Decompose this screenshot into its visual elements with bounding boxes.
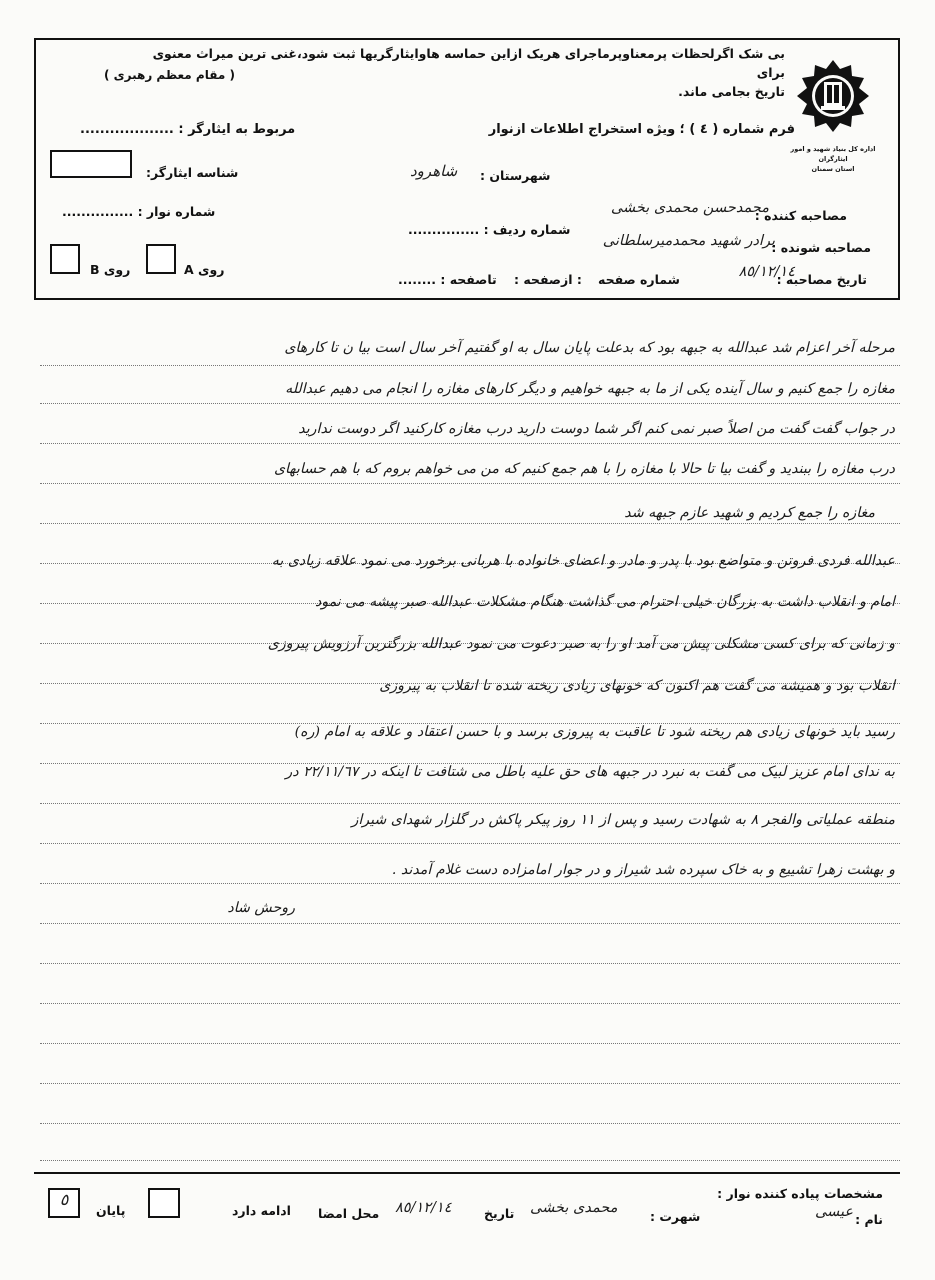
leader-quote — [145, 44, 785, 101]
name-label: نام : — [855, 1212, 883, 1227]
quote-attribution: ( مقام معظم رهبری ) — [104, 68, 235, 82]
to-page-label: تاصفحه : ........ — [398, 272, 497, 287]
interviewee-value: برادر شهید محمدمیرسلطانی — [602, 233, 775, 249]
from-page-label: : ازصفحه : — [514, 272, 582, 287]
city-label: شهرستان : — [480, 168, 551, 183]
logo-caption-1: اداره کل بنیاد شهید و امور ایثارگران — [790, 145, 876, 163]
body-line: روحش شاد — [227, 900, 295, 916]
recorder-specs-label: مشخصات پیاده کننده نوار : — [717, 1186, 883, 1201]
quote-line-2: تاریخ بجامی ماند. — [678, 84, 785, 99]
row-number-label: شماره ردیف : ............... — [408, 222, 571, 237]
martyr-id-box[interactable] — [50, 150, 132, 178]
side-a-checkbox[interactable] — [146, 244, 176, 274]
body-line: و بهشت زهرا تشییع و به خاک سپرده شد شیراز و در جوار امامزاده دست غلام آمدند . — [391, 862, 895, 878]
quote-line-1: بی شک اگرلحظات پرمعناوپرماجرای هریک ازاین حماسه هاوایثارگریها ثبت شود،غنی ترین میراث معنوی برای — [152, 46, 785, 80]
interviewer-value: محمدحسن محمدی بخشی — [610, 200, 769, 216]
side-b-label: روی B — [90, 262, 131, 277]
organization-logo — [790, 58, 876, 173]
martyr-id-label: شناسه ایثارگر: — [146, 165, 239, 180]
related-to-label: مربوط به ایثارگر : ................... — [80, 122, 296, 137]
city-value: شاهرود — [410, 162, 458, 180]
surname-label: شهرت : — [650, 1209, 701, 1224]
body-line: مغازه را جمع کردیم و شهید عازم جبهه شد — [624, 505, 875, 521]
interviewee-label: مصاحبه شونده : — [771, 240, 871, 255]
interviewer-label: مصاحبه کننده : — [754, 208, 847, 223]
body-line: و زمانی که برای کسی مشکلی پیش می آمد او را به صبر دعوت می نمود عبدالله بزرگترین آرزویش پیروزی — [267, 636, 895, 652]
end-box-value: ٥ — [59, 1190, 69, 1209]
footer-separator — [34, 1172, 900, 1174]
body-line: انقلاب بود و همیشه می گفت هم اکنون که خونهای زیادی ریخته شده تا انقلاب به پیروزی — [379, 678, 895, 694]
date-value: ٨٥/١٢/١٤ — [395, 1200, 452, 1216]
form-title: فرم شماره ( ٤ ) ؛ ویژه استخراج اطلاعات ازنوار — [488, 122, 795, 137]
continues-checkbox[interactable] — [148, 1188, 180, 1218]
body-line: مغازه را جمع کنیم و سال آینده یکی از ما به جبهه خواهیم و دیگر کارهای مغازه را انجام می دهیم عبدالله — [285, 381, 895, 397]
body-line: امام و انقلاب داشت به بزرگان خیلی احترام می گذاشت هنگام مشکلات عبدالله صبر پیشه می نمود — [314, 594, 895, 610]
side-b-checkbox[interactable] — [50, 244, 80, 274]
body-line: به ندای امام عزیز لبیک می گفت به نبرد در جبهه های حق علیه باطل می شتافت تا اینکه در ٢٢/١١/٦٧ در — [285, 764, 895, 780]
continues-label: ادامه دارد — [232, 1203, 291, 1218]
end-label: پایان — [96, 1203, 126, 1218]
signature-place-label: محل امضا — [318, 1206, 380, 1221]
body-line: در جواب گفت گفت من اصلاً صبر نمی کنم اگر شما دوست دارید درب مغازه کارکنید اگر دوست ندارید — [298, 421, 895, 437]
body-line: منطقه عملیاتی والفجر ٨ به شهادت رسید و پس از ١١ روز پیکر پاکش در گلزار شهدای شیراز — [351, 812, 895, 828]
side-a-label: روی A — [184, 262, 225, 277]
date-label: تاریخ — [484, 1206, 515, 1221]
surname-value: محمدی بخشی — [530, 1200, 618, 1216]
body-line: مرحله آخر اعزام شد عبدالله به جبهه بود که بدعلت پایان سال به او گفتیم آخر سال است بیا ن تا کارهای — [284, 340, 895, 356]
name-value: عیسی — [814, 1204, 853, 1220]
logo-caption-2: استان سمنان — [811, 165, 855, 173]
body-line: عبدالله فردی فروتن و متواضع بود با پدر و مادر و اعضای خانواده با هربانی برخورد می نمود علاقه زیادی به — [271, 553, 895, 569]
interview-date-label: تاریخ مصاحبه : — [776, 272, 867, 287]
body-line: درب مغازه را ببندید و گفت بیا تا حالا با مغازه را با هم جمع کنیم که من می خواهم بروم که با هم حسابهای — [273, 461, 895, 477]
emblem-icon — [790, 58, 876, 136]
tape-number-label: شماره نوار : ............... — [62, 204, 216, 219]
page-number-label: شماره صفحه — [598, 272, 680, 287]
body-line: رسید باید خونهای زیادی هم ریخته شود تا عاقبت به پیروزی برسد و با حسن اعتقاد و علاقه به امام (ره) — [294, 724, 895, 740]
end-checkbox[interactable] — [48, 1188, 80, 1218]
interview-date-value: ٨٥/١٢/١٤ — [738, 264, 795, 280]
